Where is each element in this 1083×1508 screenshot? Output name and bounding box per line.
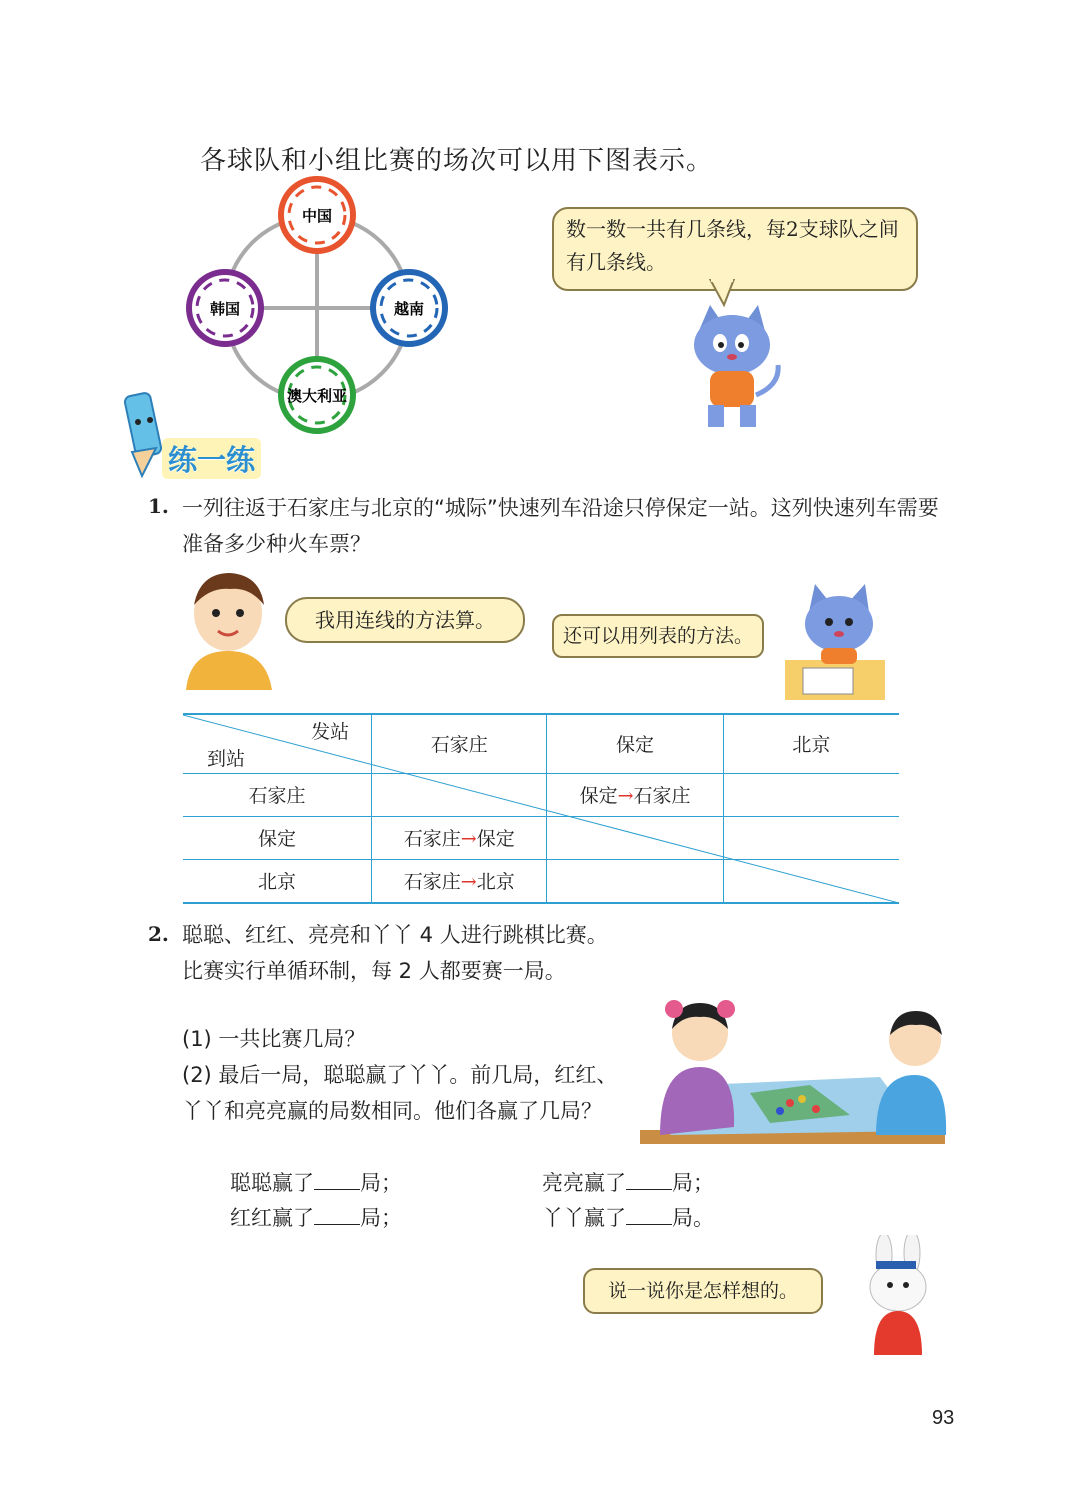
rabbit-illustration: [850, 1235, 945, 1360]
arrow-icon: →: [460, 828, 477, 850]
intro-text: 各球队和小组比赛的场次可以用下图表示。: [200, 146, 714, 176]
fill-label: 聪聪赢了: [230, 1171, 314, 1195]
col-header: 保定: [547, 715, 723, 773]
col-header: 北京: [723, 715, 899, 773]
cat-illustration: [680, 305, 790, 435]
table-diagonal: [183, 715, 899, 903]
fill-unit: 局；: [672, 1171, 714, 1195]
q1-number: 1.: [148, 494, 169, 518]
team-label-australia: 澳大利亚: [286, 387, 348, 405]
answer-blank[interactable]: [626, 1204, 672, 1225]
fill-label: 亮亮赢了: [542, 1171, 626, 1195]
fill-unit: 局；: [360, 1171, 402, 1195]
q2-number: 2.: [148, 922, 169, 946]
fill-liangliang: [542, 1165, 714, 1201]
q2-text: 聪聪、红红、亮亮和丫丫 4 人进行跳棋比赛。比赛实行单循环制，每 2 人都要赛一局。: [182, 923, 608, 983]
cat-hint-text: 数一数一共有几条线，每2支球队之间有几条线。: [566, 217, 899, 274]
cell-to: 北京: [476, 871, 515, 894]
team-diagram: [180, 175, 460, 435]
team-ball-korea: [189, 272, 261, 344]
team-ball-australia: [281, 359, 353, 431]
fill-label: 丫丫赢了: [542, 1206, 626, 1230]
rabbit-speech-text: 说一说你是怎样想的。: [607, 1280, 798, 1302]
col-header: 石家庄: [372, 715, 547, 773]
rabbit-speech-bubble: [583, 1268, 823, 1314]
page-number: 93: [932, 1407, 955, 1429]
cell-from: 石家庄: [403, 828, 461, 850]
team-ball-china: [281, 179, 353, 251]
q2-sub1: (1) 一共比赛几局？: [182, 1027, 366, 1051]
fill-unit: 局；: [360, 1206, 402, 1230]
fill-honghong: [230, 1200, 402, 1236]
cell-from: 石家庄: [403, 871, 461, 894]
team-label-korea: 韩国: [209, 300, 241, 318]
q2-sub2: (2) 最后一局，聪聪赢了丫丫。前几局，红红、丫丫和亮亮赢的局数相同。他们各赢了几局？: [182, 1063, 618, 1123]
row-label: 保定: [183, 816, 372, 859]
cat-desk-illustration: [785, 582, 895, 702]
answer-blank[interactable]: [314, 1169, 360, 1190]
cell-to: 保定: [476, 828, 515, 850]
team-label-vietnam: 越南: [393, 300, 425, 318]
team-ball-vietnam: [373, 272, 445, 344]
station-table-wrap: [183, 713, 899, 904]
answer-blank[interactable]: [626, 1169, 672, 1190]
arrow-icon: →: [617, 785, 634, 807]
cell-to: 石家庄: [633, 785, 691, 807]
cell-from: 保定: [579, 785, 618, 807]
team-label-china: 中国: [301, 207, 333, 225]
practice-title: 练一练: [162, 438, 261, 479]
fill-congcong: [230, 1165, 402, 1201]
boy-speech-bubble: [285, 597, 525, 643]
boy-illustration: [180, 565, 275, 690]
fill-unit: 局。: [672, 1206, 714, 1230]
header-to: 到站: [207, 747, 246, 770]
row-label: 石家庄: [183, 773, 372, 816]
fill-label: 红红赢了: [230, 1206, 314, 1230]
cat-table-text: 还可以用列表的方法。: [562, 625, 753, 647]
header-from: 发站: [311, 721, 350, 743]
answer-blank[interactable]: [314, 1204, 360, 1225]
cat-table-bubble: [552, 614, 764, 658]
boy-speech-text: 我用连线的方法算。: [315, 608, 495, 632]
arrow-icon: →: [460, 871, 477, 894]
row-label: 北京: [183, 859, 372, 902]
q1-text: 一列往返于石家庄与北京的“城际”快速列车沿途只停保定一站。这列快速列车需要准备多少种火车票？: [182, 496, 939, 556]
checkers-illustration: [640, 995, 950, 1150]
fill-yaya: [542, 1200, 714, 1236]
